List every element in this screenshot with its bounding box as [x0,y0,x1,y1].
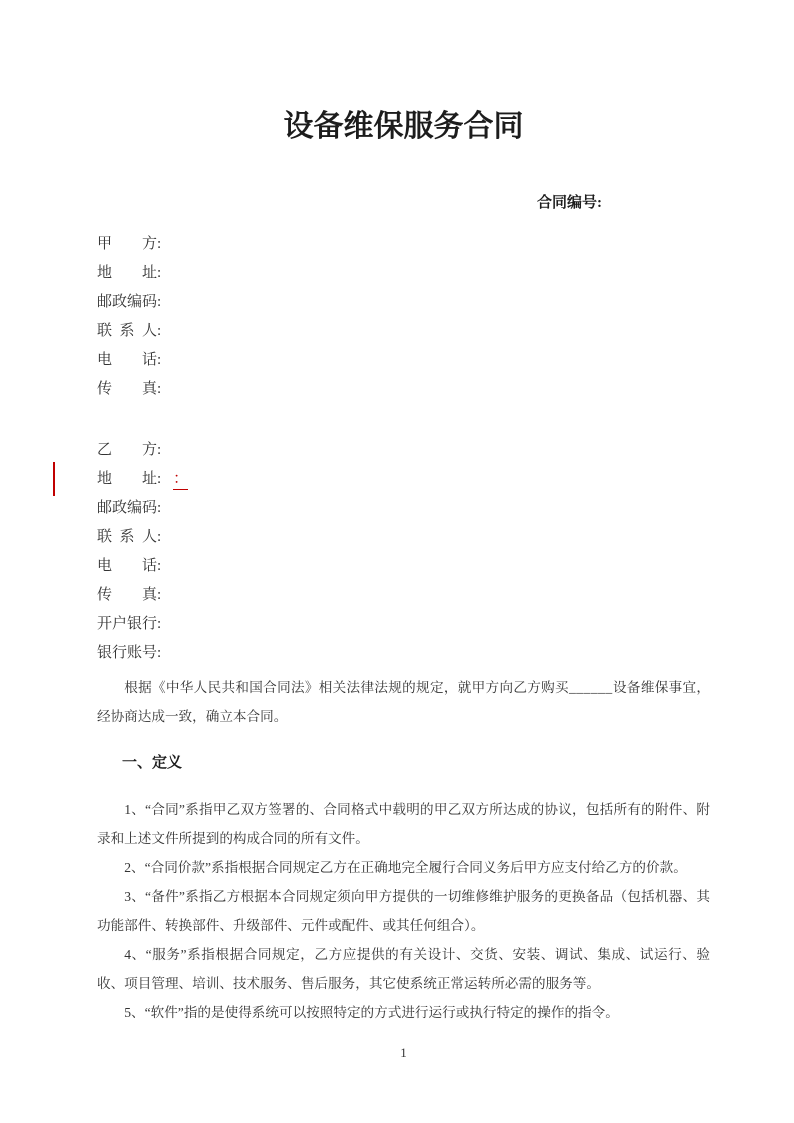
field-label-party-b-bank: 开户银行 [97,616,158,632]
definition-item-3: 3、“备件”系指乙方根据本合同规定须向甲方提供的一切维修维护服务的更换备品（包括机器、其功能部件、转换部件、升级部件、元件或配件、或其任何组合）。 [97,889,710,933]
field-row-party-b-name [97,436,710,465]
field-label-party-b-fax: 传真 [97,587,157,603]
field-row-party-b-fax [97,581,710,610]
blank-underline: ______ [568,680,613,695]
field-label-party-b-address: 地址 [97,471,157,487]
field-colon: : [157,294,162,310]
field-row-party-b-address [97,465,710,494]
field-colon: : [157,236,162,252]
contract-number-line [97,194,710,212]
field-label-party-b-phone: 电话 [97,558,157,574]
field-colon: : [157,352,162,368]
field-row-party-a-phone [97,346,710,375]
field-label-party-b-account: 银行账号 [97,645,158,661]
field-colon: : [157,471,162,487]
field-colon: : [157,616,162,632]
field-row-party-b-postcode [97,494,710,523]
field-row-party-a-name [97,230,710,259]
field-colon: : [157,529,162,545]
intro-text-before-blank: 根据《中华人民共和国合同法》相关法律法规的规定，就甲方向乙方购买 [124,680,569,695]
definitions-list [97,795,710,1027]
definition-item-2: 2、“合同价款”系指根据合同规定乙方在正确地完全履行合同义务后甲方应支付给乙方的价款。 [124,860,687,875]
definition-item-4: 4、“服务”系指根据合同规定，乙方应提供的有关设计、交货、安装、调试、集成、试运行、验收、项目管理、培训、技术服务、售后服务，其它使系统正常运转所必需的服务等。 [97,947,710,991]
document-title: 设备维保服务合同 [283,110,524,143]
field-label-party-a-name: 甲方 [97,236,157,252]
revision-change-bar [53,462,55,496]
field-colon: : [157,500,162,516]
intro-text-after-blank: 设备维保事宜，经协商达成一致，确立本合同。 [97,680,711,724]
field-label-party-a-phone: 电话 [97,352,157,368]
field-colon: : [157,265,162,281]
field-colon: : [157,381,162,397]
field-label-party-b-name: 乙方 [97,442,157,458]
field-row-party-a-address [97,259,710,288]
field-row-party-b-contact [97,523,710,552]
definition-item-5: 5、“软件”指的是使得系统可以按照特定的方式进行运行或执行特定的操作的指令。 [124,1005,619,1020]
field-row-party-b-account [97,639,710,668]
field-label-party-a-postcode: 邮政编码 [97,294,158,310]
field-row-party-b-bank [97,610,710,639]
section-heading-definitions: 一、定义 [122,755,183,771]
field-row-party-b-phone [97,552,710,581]
field-colon: : [157,587,162,603]
field-colon: : [157,323,162,339]
field-label-party-a-fax: 传真 [97,381,157,397]
field-label-party-a-address: 地址 [97,265,157,281]
party-a-section [97,230,710,404]
field-row-party-a-fax [97,375,710,404]
field-colon: : [157,645,162,661]
page-number-footer: 1 [400,1045,407,1060]
party-b-section [97,436,710,668]
intro-paragraph [97,673,710,731]
field-row-party-a-contact [97,317,710,346]
contract-number-label: 合同编号: [537,195,602,211]
field-colon: : [157,442,162,458]
field-label-party-b-postcode: 邮政编码 [97,500,158,516]
field-row-party-a-postcode [97,288,710,317]
inserted-text-revision: ： [173,469,188,490]
field-label-party-a-contact: 联系人 [97,323,157,339]
field-colon: : [157,558,162,574]
definition-item-1: 1、“合同”系指甲乙双方签署的、合同格式中载明的甲乙双方所达成的协议，包括所有的附件、附录和上述文件所提到的构成合同的所有文件。 [97,802,710,846]
field-label-party-b-contact: 联系人 [97,529,157,545]
